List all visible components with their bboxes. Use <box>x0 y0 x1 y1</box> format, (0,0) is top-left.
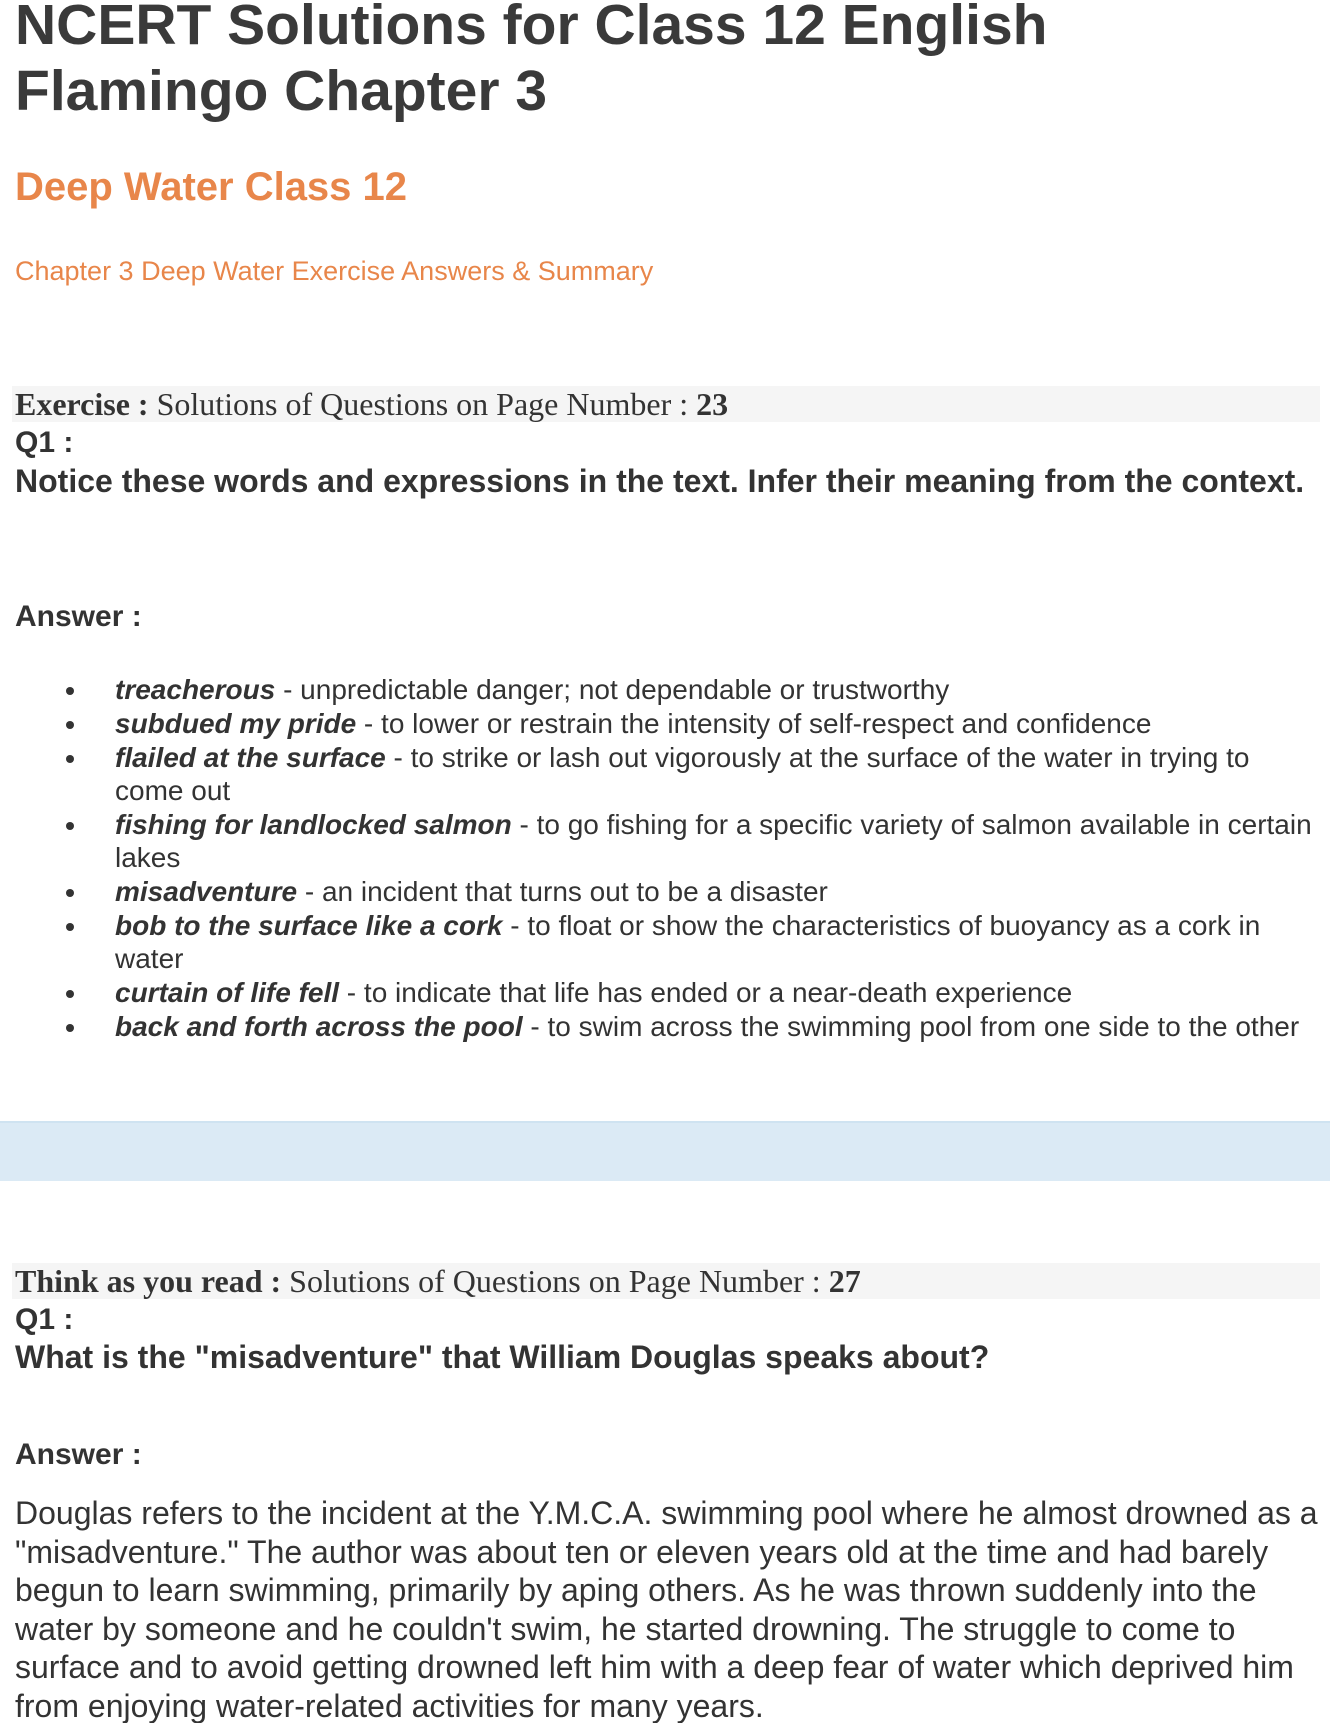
list-item <box>70 1010 1315 1043</box>
term: back and forth across the pool <box>115 1011 523 1042</box>
answer-label: Answer : <box>15 1438 142 1471</box>
term: misadventure <box>115 876 298 907</box>
think-header-bar <box>12 1263 1320 1299</box>
term: treacherous <box>115 674 276 705</box>
ad-banner <box>0 1121 1330 1181</box>
list-item <box>70 875 1315 908</box>
definition: - to indicate that life has ended or a near-death experience <box>339 977 1073 1008</box>
exercise-header-bar <box>12 386 1320 422</box>
section-text: Solutions of Questions on Page Number : <box>148 386 697 422</box>
definition: - to swim across the swimming pool from one side to the other <box>522 1011 1300 1042</box>
answer-paragraph: Douglas refers to the incident at the Y.M.C.A. swimming pool where he almost drowned as a "misadventure." The author was about ten or eleven years old at the time and had barely begun to learn swimming, primarily by aping others. As he was thrown suddenly into the water by someone and he couldn't swim, he started drowning. The struggle to come to surface and to avoid getting drowned left him with a deep fear of water which deprived him from enjoying water-related activities for many years. <box>15 1495 1318 1723</box>
bullet-icon <box>66 1024 74 1032</box>
list-item <box>70 741 1315 807</box>
question-label: Q1 : <box>15 426 74 459</box>
list-item <box>70 976 1315 1009</box>
section-label: Exercise : <box>15 386 149 422</box>
section-label: Think as you read : <box>15 1263 282 1299</box>
term: fishing for landlocked salmon <box>115 809 512 840</box>
chapter-heading: Deep Water Class 12 <box>15 165 408 209</box>
question-label: Q1 : <box>15 1303 74 1336</box>
bullet-icon <box>66 889 74 897</box>
bullet-icon <box>66 721 74 729</box>
bullet-icon <box>66 755 74 763</box>
definition: - to strike or lash out vigorously at the surface of the water in trying to come out <box>115 742 1250 806</box>
definition: - an incident that turns out to be a disaster <box>297 876 828 907</box>
page-number: 27 <box>828 1263 861 1299</box>
list-item <box>70 673 1315 706</box>
definition: - to float or show the characteristics of buoyancy as a cork in water <box>115 910 1261 974</box>
section-text: Solutions of Questions on Page Number : <box>281 1263 829 1299</box>
chapter-tagline: Chapter 3 Deep Water Exercise Answers & Summary <box>15 256 654 286</box>
bullet-icon <box>66 822 74 830</box>
page-number: 23 <box>696 386 729 422</box>
term: subdued my pride <box>115 708 357 739</box>
term: bob to the surface like a cork <box>115 910 503 941</box>
definition: - to lower or restrain the intensity of self-respect and confidence <box>356 708 1152 739</box>
bullet-icon <box>66 687 74 695</box>
question-text: Notice these words and expressions in the text. Infer their meaning from the context. <box>15 463 1305 499</box>
list-item <box>70 909 1315 975</box>
page-title: NCERT Solutions for Class 12 English Flamingo Chapter 3 <box>15 0 1048 123</box>
list-item <box>70 707 1315 740</box>
term: curtain of life fell <box>115 977 340 1008</box>
answer-label: Answer : <box>15 600 142 633</box>
definition: - unpredictable danger; not dependable or trustworthy <box>275 674 950 705</box>
question-text: What is the "misadventure" that William Douglas speaks about? <box>15 1339 990 1375</box>
bullet-icon <box>66 990 74 998</box>
bullet-icon <box>66 923 74 931</box>
list-item <box>70 808 1315 874</box>
definition: - to go fishing for a specific variety of salmon available in certain lakes <box>115 809 1312 873</box>
answer-list <box>70 673 1315 1044</box>
term: flailed at the surface <box>115 742 386 773</box>
